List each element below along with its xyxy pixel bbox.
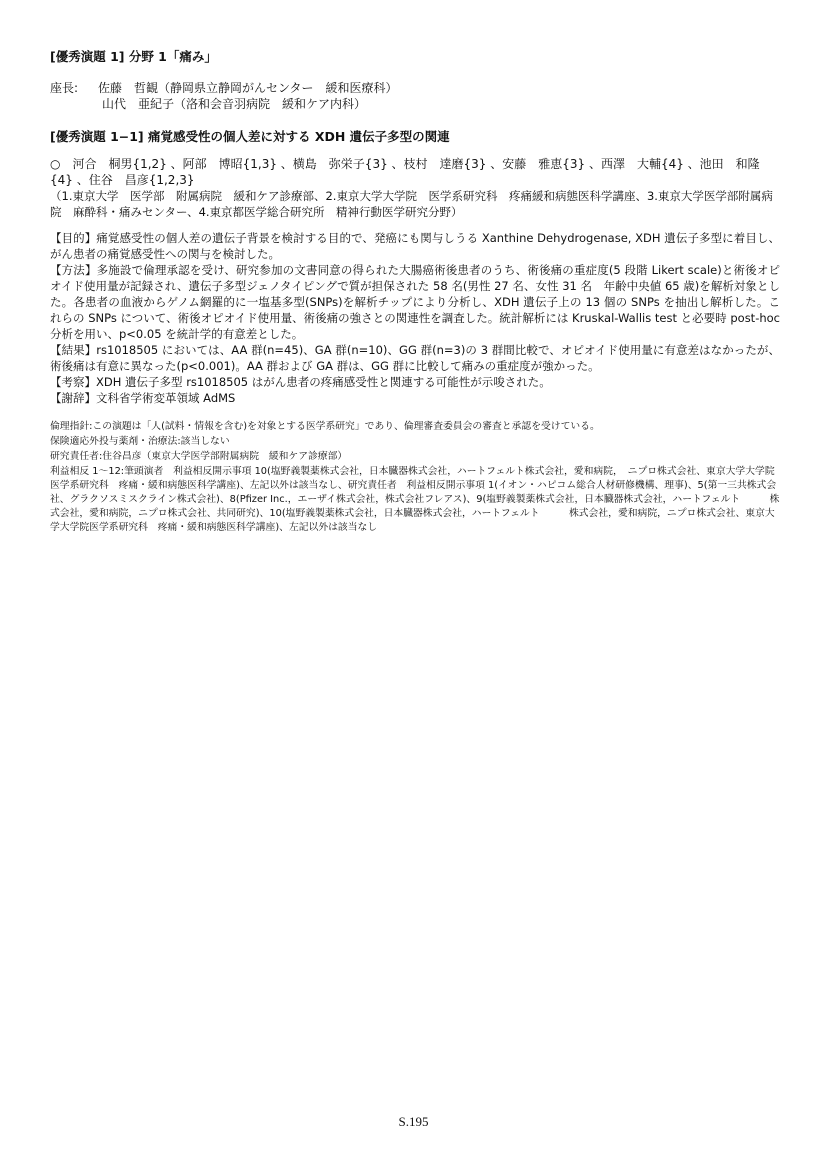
pi-note: 研究責任者:住谷昌彦（東京大学医学部附属病院 緩和ケア診療部） [50,451,348,462]
chairs-names [98,80,398,112]
off-label-note: 保険適応外投与薬剤・治療法:該当しない [50,436,230,447]
chairs-block [50,80,780,112]
chairs-label: 座長: [50,81,79,95]
abstract-body [50,230,780,406]
coi-note: 利益相反 1〜12:筆頭演者 利益相反開示事項 10(塩野義製薬株式会社，日本臓器株式会社，ハートフェルト株式会社，愛和病院， ニプロ株式会社、東京大学大学院医学系研究科 疼痛・緩和病態医科学講座)、左記以外は該当なし、研究責任者 利益相反開示事項 1(イオン・ハピコム総合人材研修機構、理事)、5(第一三共株式会社、グラクソスミスクライン株式会社)、8(Pfizer Inc.，エーザイ株式会社，株式会社フレアス)、9(塩野義製薬株式会社，日本臓器株式会社，ハートフェルト 株式会社，愛和病院，ニプロ株式会社、共同研究)、10(塩野義製薬株式会社，日本臓器株式会社，ハートフェルト 株式会社，愛和病院，ニプロ株式会社、東京大学大学院医学系研究科 疼痛・緩和病態医科学講座)、左記以外は該当なし [50,466,780,533]
ethics-note: 倫理指針:この演題は「人(試料・情報を含む)を対象とする医学系研究」であり、倫理審査委員会の審査と承認を受けている。 [50,421,600,432]
page-number: S.195 [398,1114,429,1129]
abstract-title: [優秀演題 1−1] 痛覚感受性の個人差に対する XDH 遺伝子多型の関連 [50,129,450,144]
section-discussion: 【考察】XDH 遺伝子多型 rs1018505 はがん患者の疼痛感受性と関連する可能性が示唆された。 [50,375,551,389]
section-methods: 【方法】多施設で倫理承認を受け、研究参加の文書同意の得られた大腸癌術後患者のうち、術後痛の重症度(5 段階 Likert scale)と術後オピオイド使用量が記録され、遺伝子多型ジェノタイピングで質が担保された 58 名(男性 27 名、女性 31 名 年齢中央値 65 歳)を解析対象とした。各患者の血液からゲノム網羅的に一塩基多型(SNPs)を解析チップにより分析し、XDH 遺伝子上の 13 個の SNPs を抽出し解析した。これらの SNPs について、術後オピオイド使用量、術後痛の強さとの関連性を調査した。統計解析には Kruskal-Wallis test と必要時 post-hoc 分析を用い、p<0.05 を統計学的有意差とした。 [50,263,780,341]
chair-name: 佐藤 哲観（静岡県立静岡がんセンター 緩和医療科） [98,81,398,95]
disclosure-notes [50,420,780,535]
section-results: 【結果】rs1018505 においては、AA 群(n=45)、GA 群(n=10)、GG 群(n=3)の 3 群間比較で、オピオイド使用量に有意差はなかったが、術後痛は有意に異なった(p<0.001)。AA 群および GA 群は、GG 群に比較して痛みの重症度が強かった。 [50,343,780,373]
section-purpose: 【目的】痛覚感受性の個人差の遺伝子背景を検討する目的で、発癌にも関与しうる Xanthine Dehydrogenase, XDH 遺伝子多型に着目し、がん患者の痛覚感受性への関与を検討した。 [50,231,780,261]
affiliations: （1.東京大学 医学部 附属病院 緩和ケア診療部、2.東京大学大学院 医学系研究科 疼痛緩和病態医科学講座、3.東京大学医学部附属病院 麻酔科・痛みセンター、4.東京都医学総合研究所 精神行動医学研究分野） [50,189,773,219]
abstract-page [50,48,780,536]
section-acknowledgement: 【謝辞】文科省学術変革領域 AdMS [50,391,236,405]
author-list: ○ 河合 桐男{1,2} 、阿部 博昭{1,3} 、横島 弥栄子{3} 、枝村 達磨{3} 、安藤 雅恵{3} 、西澤 大輔{4} 、池田 和隆{4} 、住谷 昌彦{1,2,3} [50,157,760,187]
chair-name: 山代 亜紀子（洛和会音羽病院 緩和ケア内科） [102,97,367,111]
session-title: [優秀演題 1] 分野 1「痛み」 [50,49,217,64]
